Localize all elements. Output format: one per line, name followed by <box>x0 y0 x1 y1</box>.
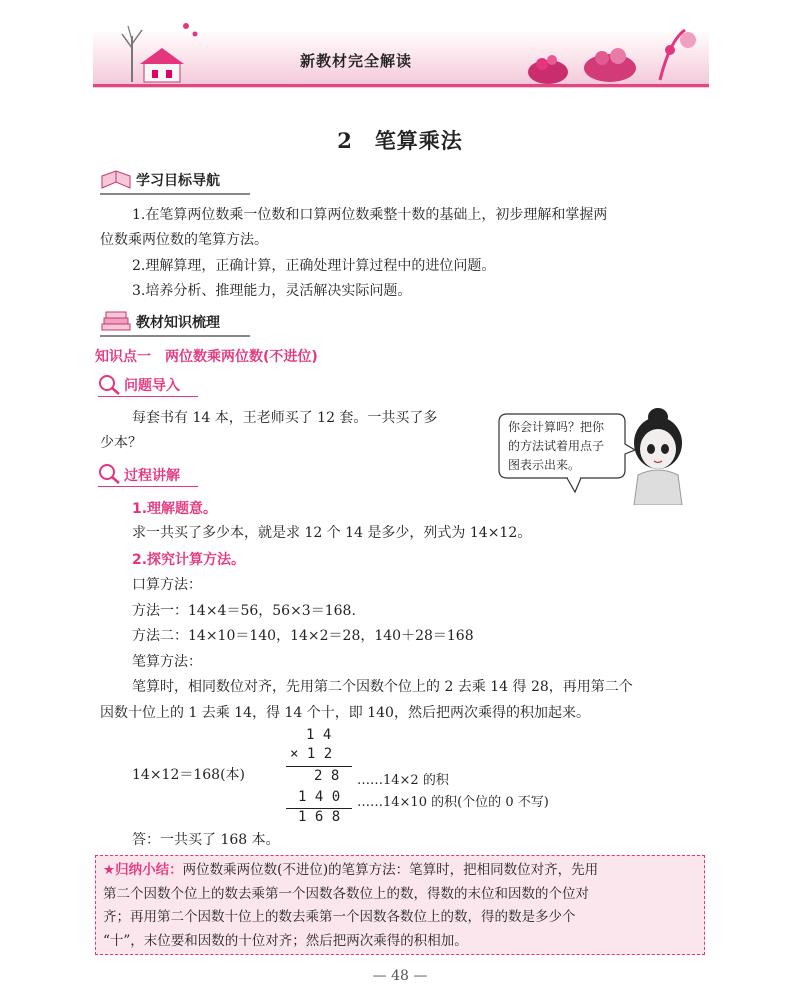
calc-row-2: × 1 2 <box>290 746 333 762</box>
section-title: 2 笔算乘法 <box>337 128 463 153</box>
house-tree-illustration <box>100 14 220 86</box>
goal-line-1: 1.在笔算两位数乘一位数和口算两位数乘整十数的基础上，初步理解和掌握两 <box>132 207 608 223</box>
step2-title: 2.探究计算方法。 <box>132 552 246 568</box>
magnifier-icon <box>98 463 122 485</box>
problem-text-2: 少本？ <box>100 435 142 451</box>
header-title: 新教材完全解读 <box>300 52 413 70</box>
speech-line-1: 你会计算吗？把你 <box>508 420 605 434</box>
calc-note-2: ……14×10 的积(个位的 0 不写) <box>357 795 549 810</box>
answer-text: 答：一共买了 168 本。 <box>132 832 280 848</box>
speech-bubble-text <box>508 418 604 475</box>
calc-row-5: 1 6 8 <box>298 809 341 825</box>
method-two: 方法二：14×10＝140，14×2＝28，140＋28＝168 <box>132 628 474 644</box>
problem-intro-heading: 问题导入 <box>124 378 180 394</box>
step1-text: 求一共买了多少本，就是求 12 个 14 是多少，列式为 14×12。 <box>132 525 532 541</box>
summary-line-3: 齐；再用第二个因数十位上的数去乘第一个因数各数位上的数，得的数是多少个 <box>103 909 576 925</box>
written-method-line-2: 因数十位上的 1 去乘 14，得 14 个十，即 140，然后把两次乘得的积加起来。 <box>100 705 590 721</box>
open-book-icon <box>100 170 134 194</box>
speech-line-2: 的方法试着用点子 <box>508 439 605 453</box>
calc-note-1: ……14×2 的积 <box>357 773 449 788</box>
goal-line-3: 2.理解算理，正确计算，正确处理计算过程中的进位问题。 <box>132 258 496 274</box>
summary-line-2: 第二个因数个位上的数去乘第一个因数各数位上的数，得数的末位和因数的个位对 <box>103 885 589 902</box>
process-heading: 过程讲解 <box>124 468 180 484</box>
calc-row-4: 1 4 0 <box>298 789 341 805</box>
cartoon-girl-illustration <box>622 405 694 505</box>
page-number: — 48 — <box>372 968 428 984</box>
written-method-label: 笔算方法： <box>132 654 202 670</box>
knowledge-review-heading: 教材知识梳理 <box>136 315 220 331</box>
goal-line-4: 3.培养分析、推理能力，灵活解决实际问题。 <box>132 283 412 299</box>
books-icon <box>100 310 134 334</box>
calc-row-1: 1 4 <box>306 727 332 743</box>
knowledge-point-title: 知识点一 两位数乘两位数(不进位) <box>95 349 318 365</box>
method-one: 方法一：14×4＝56，56×3＝168. <box>132 603 356 619</box>
calc-row-3: 2 8 <box>314 768 340 784</box>
oral-method-label: 口算方法： <box>132 577 202 593</box>
heading-underline <box>98 396 198 397</box>
summary-line-1 <box>103 859 697 883</box>
heading-underline <box>100 193 250 195</box>
step1-title: 1.理解题意。 <box>132 501 218 517</box>
heading-underline <box>100 335 250 337</box>
goal-line-2: 位数乘两位数的笔算方法。 <box>100 232 268 248</box>
problem-text-1: 每套书有 14 本，王老师买了 12 套。一共买了多 <box>132 410 438 426</box>
heading-underline <box>98 486 198 487</box>
learning-goals-heading: 学习目标导航 <box>136 173 220 189</box>
summary-line-4: “十”，末位要和因数的十位对齐；然后把两次乘得的积相加。 <box>103 932 468 949</box>
summary-box <box>95 855 705 955</box>
summary-text-1: 两位数乘两位数(不进位)的笔算方法：笔算时，把相同数位对齐，先用 <box>182 862 599 878</box>
equation: 14×12＝168(本) <box>132 767 246 783</box>
flower-decoration <box>520 20 706 86</box>
calc-line-1 <box>286 766 352 767</box>
magnifier-icon <box>98 374 122 396</box>
speech-line-3: 图表示出来。 <box>508 458 581 472</box>
written-method-line-1: 笔算时，相同数位对齐，先用第二个因数个位上的 2 去乘 14 得 28，再用第二个 <box>132 679 633 695</box>
header-divider <box>93 84 709 87</box>
summary-label: ★归纳小结： <box>103 862 183 878</box>
